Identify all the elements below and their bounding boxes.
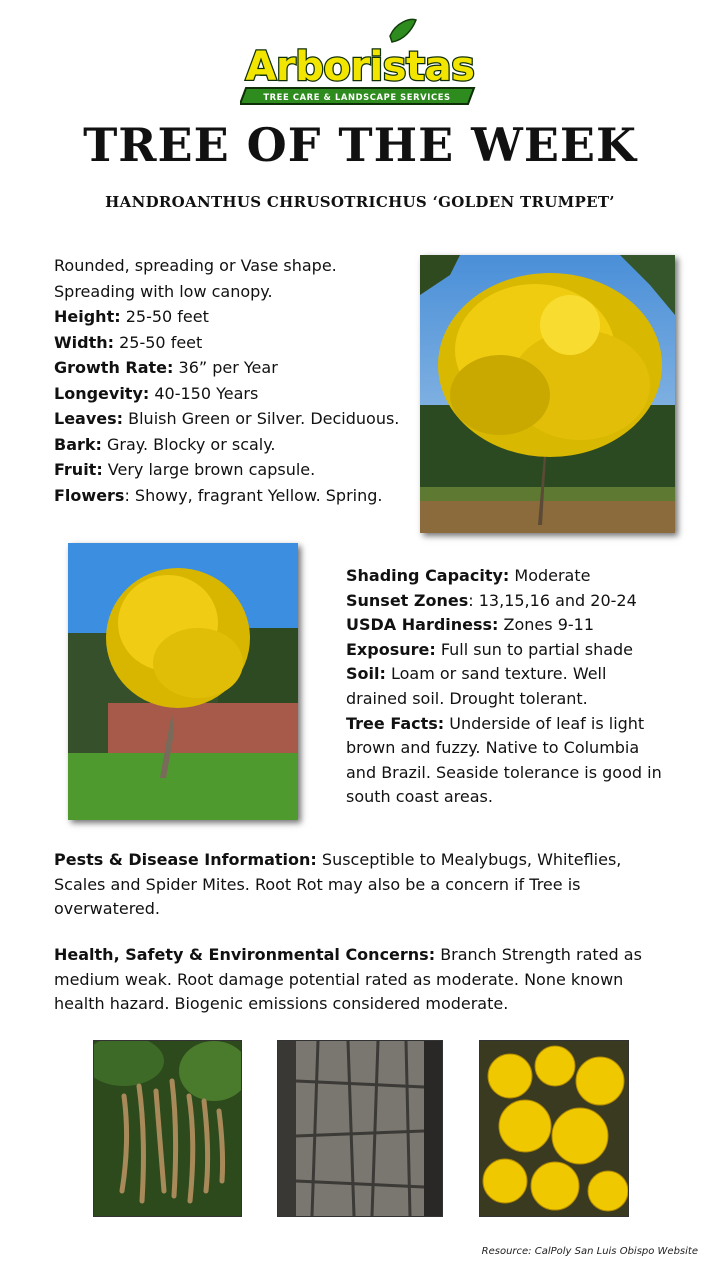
- spec-tree-facts-cont: brown and fuzzy. Native to Columbia: [346, 738, 640, 758]
- pests-disease-section: Pests & Disease Information: Susceptible to Mealybugs, Whiteflies, Scales and Spider Mites. Root Rot may also be a concern if Tree is overwatered.: [54, 850, 622, 918]
- spec-longevity: Longevity: 40-150 Years: [54, 383, 259, 403]
- arboristas-logo: [240, 18, 480, 108]
- logo-wordmark: Arboristas: [245, 44, 475, 90]
- intro-line: Rounded, spreading or Vase shape.: [54, 256, 337, 275]
- spec-bark: Bark: Gray. Blocky or scaly.: [54, 434, 276, 454]
- spec-usda-hardiness: USDA Hardiness: Zones 9-11: [346, 615, 595, 635]
- spec-fruit: Fruit: Very large brown capsule.: [54, 460, 316, 479]
- spec-flowers: Flowers: Showy, fragrant Yellow. Spring.: [54, 485, 383, 505]
- health-label: Health, Safety & Environmental Concerns:: [54, 945, 436, 964]
- bark-photo: [277, 1040, 443, 1217]
- spec-exposure: Exposure: Full sun to partial shade: [346, 639, 634, 659]
- tree-description-block: [54, 253, 414, 508]
- intro-line: Spreading with low canopy.: [54, 281, 273, 301]
- resource-credit: Resource: CalPoly San Luis Obispo Website: [481, 1246, 698, 1257]
- growing-conditions-block: [346, 564, 686, 810]
- spec-soil-cont: drained soil. Drought tolerant.: [346, 688, 588, 708]
- tree-photo-lawn: [68, 543, 298, 820]
- spec-height: Height: 25-50 feet: [54, 307, 209, 326]
- spec-tree-facts-cont: and Brazil. Seaside tolerance is good in: [346, 762, 662, 782]
- spec-growth-rate: Growth Rate: 36” per Year: [54, 358, 278, 377]
- spec-tree-facts-cont: south coast areas.: [346, 787, 493, 807]
- species-subtitle: HANDROANTHUS CHRUSOTRICHUS ‘GOLDEN TRUMPET’: [105, 193, 615, 211]
- health-safety-section: Health, Safety & Environmental Concerns: Branch Strength rated as medium weak. Root damage potential rated as moderate. None known health hazard. Biogenic emissions considered moderate.: [54, 945, 642, 1013]
- tree-photo-park: [420, 255, 675, 533]
- page-title: TREE OF THE WEEK: [83, 118, 637, 172]
- flowers-photo: [479, 1040, 629, 1217]
- pests-label: Pests & Disease Information:: [54, 850, 317, 869]
- logo-tagline: TREE CARE & LANDSCAPE SERVICES: [263, 92, 451, 102]
- spec-shading-capacity: Shading Capacity: Moderate: [346, 566, 591, 585]
- seed-pods-photo: [93, 1040, 242, 1217]
- spec-width: Width: 25-50 feet: [54, 332, 203, 352]
- spec-tree-facts: Tree Facts: Underside of leaf is light: [346, 713, 645, 733]
- spec-leaves: Leaves: Bluish Green or Silver. Deciduous.: [54, 409, 400, 428]
- spec-soil: Soil: Loam or sand texture. Well: [346, 664, 607, 684]
- spec-sunset-zones: Sunset Zones: 13,15,16 and 20-24: [346, 590, 637, 610]
